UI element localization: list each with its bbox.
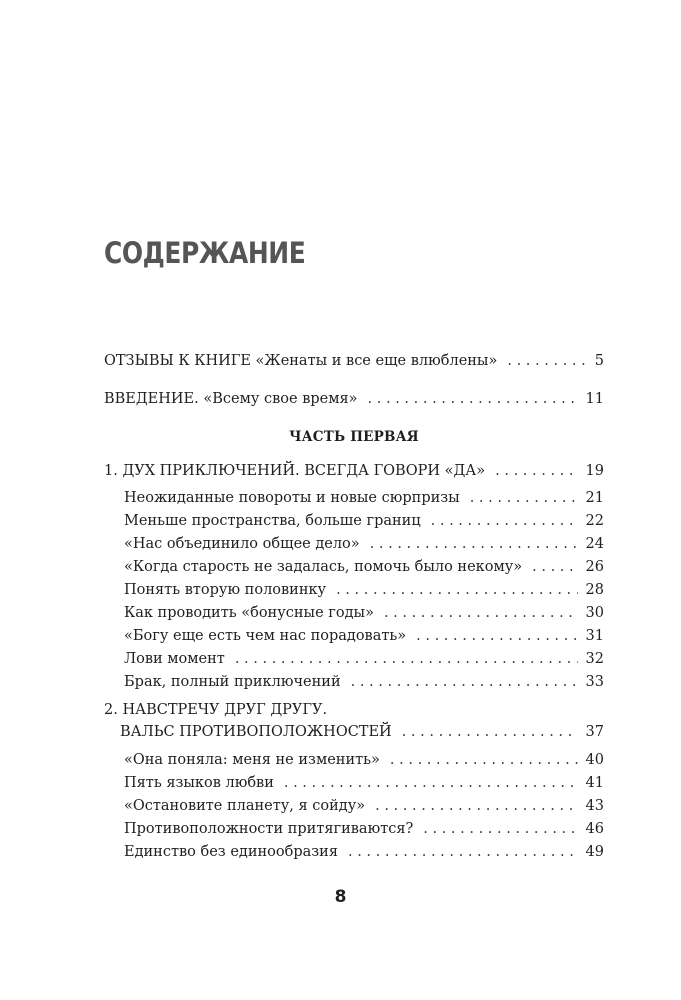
toc-section[interactable]: [124, 673, 604, 691]
toc-entry-page: 30: [585, 605, 604, 621]
toc-section-title: Меньше пространства, больше границ: [124, 513, 421, 529]
toc-entry-page: 22: [585, 513, 604, 529]
toc-entry-page: 49: [585, 844, 604, 860]
dot-leader: [495, 462, 577, 480]
toc-section-title: «Она поняла: меня не изменить»: [124, 752, 380, 768]
page-number: 8: [334, 887, 347, 907]
toc-section-title: «Богу еще есть чем нас порадовать»: [124, 628, 407, 644]
toc-entry-page: 24: [585, 536, 604, 552]
dot-leader: [336, 581, 577, 599]
toc-entry-page: 5: [594, 353, 604, 369]
toc-entry-page: 21: [585, 490, 604, 506]
toc-entry-introduction[interactable]: [104, 390, 604, 408]
toc-section-title: «Когда старость не задалась, помочь было некому»: [124, 559, 523, 575]
toc-section[interactable]: [124, 512, 604, 530]
toc-entry-page: 31: [585, 628, 604, 644]
toc-entry-title: ОТЗЫВЫ К КНИГЕ «Женаты и все еще влюблены»: [104, 353, 498, 369]
dot-leader: [351, 673, 578, 691]
dot-leader: [348, 843, 578, 861]
dot-leader: [402, 723, 578, 741]
toc-section-title: Лови момент: [124, 651, 225, 667]
toc-section[interactable]: [124, 489, 604, 507]
toc-section-title: Как проводить «бонусные годы»: [124, 605, 374, 621]
dot-leader: [532, 558, 577, 576]
toc-section-title: Единство без единообразия: [124, 844, 338, 860]
toc-section[interactable]: [124, 581, 604, 599]
toc-entry-page: 19: [585, 463, 604, 479]
toc-section-title: «Остановите планету, я сойду»: [124, 798, 366, 814]
dot-leader: [368, 390, 578, 408]
dot-leader: [470, 489, 578, 507]
dot-leader: [423, 820, 577, 838]
toc-entry-page: 41: [585, 775, 604, 791]
toc-chapter-title: 1. ДУХ ПРИКЛЮЧЕНИЙ. ВСЕГДА ГОВОРИ «ДА»: [104, 463, 486, 479]
toc-section[interactable]: [124, 751, 604, 769]
toc-entry-reviews[interactable]: [104, 352, 604, 370]
toc-entry-page: 43: [585, 798, 604, 814]
page-title: СОДЕРЖАНИЕ: [104, 236, 306, 270]
toc-section[interactable]: [124, 604, 604, 622]
toc-entry-page: 26: [585, 559, 604, 575]
dot-leader: [507, 352, 586, 370]
dot-leader: [370, 535, 578, 553]
toc-entry-title: ВВЕДЕНИЕ. «Всему свое время»: [104, 391, 358, 407]
toc-section-title: Пять языков любви: [124, 775, 274, 791]
toc-entry-page: 11: [585, 391, 604, 407]
toc-section[interactable]: [124, 535, 604, 553]
toc-entry-page: 32: [585, 651, 604, 667]
toc-entry-page: 37: [585, 724, 604, 740]
toc-chapter-2[interactable]: [104, 723, 604, 741]
toc-entry-page: 46: [585, 821, 604, 837]
toc-section[interactable]: [124, 774, 604, 792]
toc-chapter-1[interactable]: [104, 462, 604, 480]
toc-entry-page: 33: [585, 674, 604, 690]
part-heading: ЧАСТЬ ПЕРВАЯ: [289, 429, 419, 445]
toc-chapter-2-title-line-1[interactable]: 2. НАВСТРЕЧУ ДРУГ ДРУГУ.: [104, 702, 328, 718]
toc-section[interactable]: [124, 843, 604, 861]
toc-section[interactable]: [124, 558, 604, 576]
toc-section[interactable]: [124, 627, 604, 645]
toc-section-title: Противоположности притягиваются?: [124, 821, 414, 837]
toc-section[interactable]: [124, 820, 604, 838]
toc-section-title: Неожиданные повороты и новые сюрпризы: [124, 490, 460, 506]
dot-leader: [431, 512, 578, 530]
dot-leader: [284, 774, 578, 792]
toc-entry-page: 28: [585, 582, 604, 598]
dot-leader: [375, 797, 577, 815]
toc-section-title: «Нас объединило общее дело»: [124, 536, 360, 552]
toc-section-title: Брак, полный приключений: [124, 674, 341, 690]
dot-leader: [416, 627, 577, 645]
toc-chapter-title: ВАЛЬС ПРОТИВОПОЛОЖНОСТЕЙ: [120, 724, 392, 740]
dot-leader: [235, 650, 578, 668]
toc-section[interactable]: [124, 650, 604, 668]
dot-leader: [390, 751, 578, 769]
toc-entry-page: 40: [585, 752, 604, 768]
dot-leader: [384, 604, 578, 622]
toc-section[interactable]: [124, 797, 604, 815]
toc-section-title: Понять вторую половинку: [124, 582, 327, 598]
